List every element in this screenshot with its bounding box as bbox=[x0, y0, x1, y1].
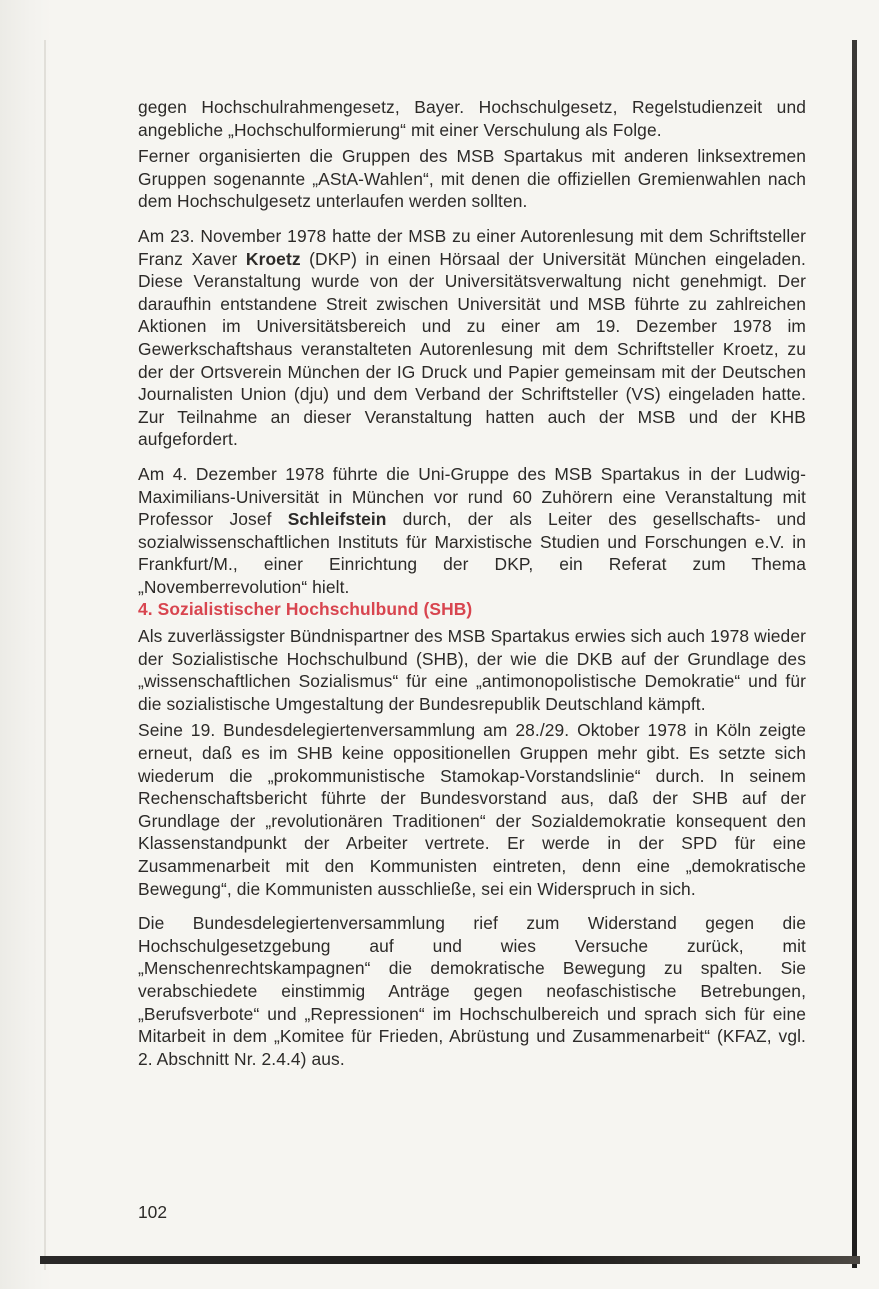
name-kroetz: Kroetz bbox=[245, 248, 301, 269]
page-crease bbox=[44, 40, 46, 1270]
paragraph-4-text-start: Am 4. Dezember 1978 führte die Uni-Gruppe des MSB Spartakus in der Ludwig-Maximilians-Universität in München vor rund 60 Zuhörern eine Veranstaltung mit Professor Josef bbox=[138, 463, 806, 530]
paragraph-5: Als zuverlässigster Bündnispartner des MSB Spartakus erwies sich auch 1978 wieder der Sozialistische Hochschulbund (SHB), der wie die DKB auf der Grundlage des „wissenschaftlichen Sozialismus“ für eine „antimonopolistische Demokratie“ und für die sozialistische Umgestaltung der Bundesrepublik Deutschland kämpft. bbox=[138, 626, 806, 714]
section-heading: 4. Sozialistischer Hochschulbund (SHB) bbox=[138, 599, 473, 620]
paragraph-1: gegen Hochschulrahmengesetz, Bayer. Hochschulgesetz, Regelstudienzeit und angebliche „Hochschulformierung“ mit einer Verschulung als Folge. bbox=[138, 97, 806, 140]
page-text-column bbox=[138, 96, 806, 1070]
name-schleifstein: Schleifstein bbox=[287, 509, 387, 530]
paragraph-3 bbox=[138, 225, 806, 451]
paragraph-2: Ferner organisierten die Gruppen des MSB Spartakus mit anderen linksextremen Gruppen sogenannte „AStA-Wahlen“, mit denen die offiziellen Gremienwahlen nach dem Hochschulgesetz unterlaufen werden sollten. bbox=[138, 146, 806, 212]
page-bottom-edge bbox=[40, 1256, 860, 1264]
paragraph-7: Die Bundesdelegiertenversammlung rief zum Widerstand gegen die Hochschulgesetzgebung auf und wies Versuche zurück, mit „Menschenrechtskampagnen“ die demokratische Bewegung zu spalten. Sie verabschiedete einstimmig Anträge gegen neofaschistische Betrebungen, „Berufsverbote“ und „Repressionen“ im Hochschulbereich und sprach sich für eine Mitarbeit in dem „Komitee für Frieden, Abrüstung und Zusammenarbeit“ (KFAZ, vgl. 2. Abschnitt Nr. 2.4.4) aus. bbox=[138, 913, 806, 1069]
page-number: 102 bbox=[138, 1202, 168, 1222]
paragraph-4 bbox=[138, 463, 806, 599]
paragraph-6: Seine 19. Bundesdelegiertenversammlung am 28./29. Oktober 1978 in Köln zeigte erneut, daß es im SHB keine oppositionellen Gruppen mehr gibt. Es setzte sich wiederum die „prokommunistische Stamokap-Vorstandslinie“ durch. In seinem Rechenschaftsbericht führte der Bundesvorstand aus, daß der SHB auf der Grundlage der „revolutionären Traditionen“ der Sozialdemokratie konsequent den Klassenstandpunkt der Arbeiter vertrete. Er werde in der SPD für eine Zusammenarbeit mit den Kommunisten eintreten, denn eine „demokratische Bewegung“, die Kommunisten ausschließe, sei ein Widerspruch in sich. bbox=[138, 720, 806, 899]
paragraph-4-text-end: durch, der als Leiter des gesellschafts- und sozialwissenschaftlichen Instituts für Marxistische Studien und Forschungen e.V. in Frankfurt/M., einer Einrichtung der DKP, ein Referat zum Thema „Novemberrevolution“ hielt. bbox=[138, 509, 806, 597]
paragraph-3-text-end: (DKP) in einen Hörsaal der Universität München eingeladen. Diese Veranstaltung wurde von der Universitätsverwaltung nicht genehmigt. Der daraufhin entstandene Streit zwischen Universität und MSB führte zu zahlreichen Aktionen im Universitätsbereich und zu einer am 19. Dezember 1978 im Gewerkschaftshaus veranstalteten Autorenlesung mit dem Schriftsteller Kroetz, zu der der Ortsverein München der IG Druck und Papier gemeinsam mit der Deutschen Journalisten Union (dju) und dem Verband der Schriftsteller (VS) eingeladen hatte. Zur Teilnahme an dieser Veranstaltung hatten auch der MSB und der KHB aufgefordert. bbox=[138, 248, 806, 450]
paragraph-3-text-start: Am 23. November 1978 hatte der MSB zu einer Autorenlesung mit dem Schriftsteller Franz Xaver bbox=[138, 225, 806, 269]
page-right-edge bbox=[852, 40, 857, 1268]
